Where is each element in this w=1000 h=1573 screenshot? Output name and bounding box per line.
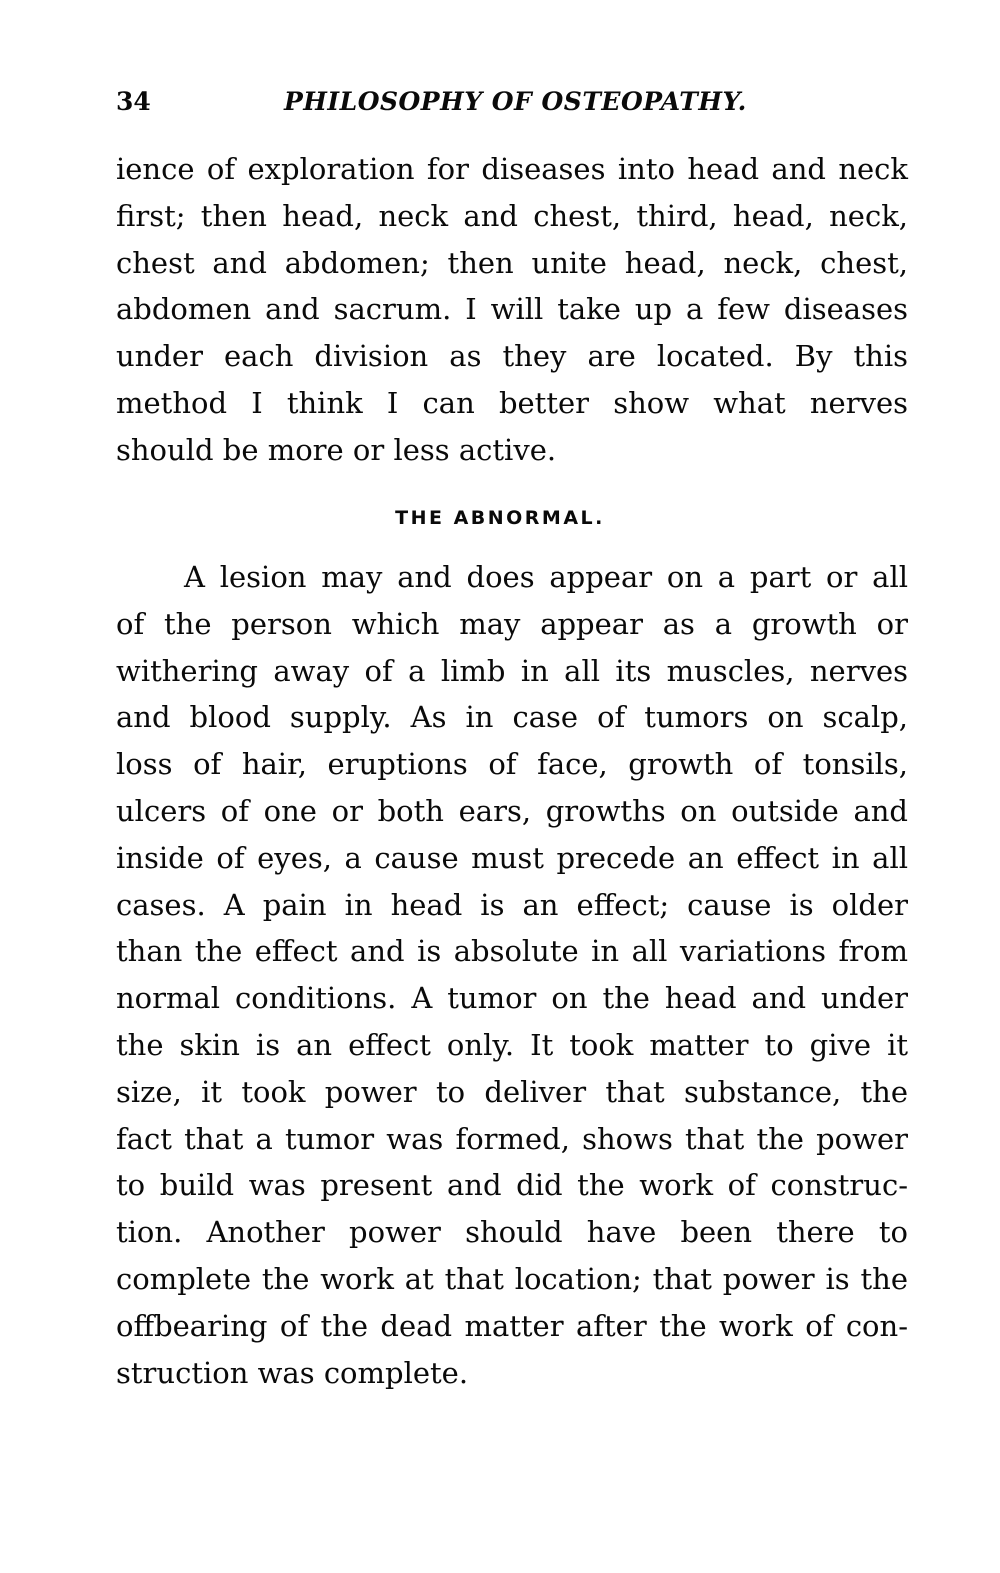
text-line: ulcers of one or both ears, growths on outside and <box>116 793 908 828</box>
text-line: abdomen and sacrum. I will take up a few diseases <box>116 292 908 327</box>
text-line: size, it took power to deliver that substance, the <box>116 1074 908 1109</box>
paragraph-abnormal <box>116 554 908 1396</box>
text-line: ience of exploration for diseases into head and neck <box>116 152 908 186</box>
text-line: method I think I can better show what nerves <box>116 385 908 420</box>
paragraph-intro <box>116 146 908 474</box>
text-line: normal conditions. A tumor on the head and under <box>116 981 908 1016</box>
text-line: fact that a tumor was formed, shows that the power <box>116 1121 908 1156</box>
page-number: 34 <box>116 87 151 116</box>
text-line: loss of hair, eruptions of face, growth of tonsils, <box>116 747 908 782</box>
text-line: complete the work at that location; that power is the <box>116 1261 908 1296</box>
text-line: than the effect and is absolute in all variations from <box>116 934 908 969</box>
text-line: A lesion may and does appear on a part or all <box>184 560 908 594</box>
text-line: offbearing of the dead matter after the work of con- <box>116 1308 908 1343</box>
section-heading: THE ABNORMAL. <box>395 507 605 529</box>
text-line: inside of eyes, a cause must precede an effect in all <box>116 840 908 875</box>
running-title: PHILOSOPHY OF OSTEOPATHY. <box>284 87 747 116</box>
text-line: should be more or less active. <box>116 432 557 467</box>
text-line: chest and abdomen; then unite head, neck, chest, <box>116 245 908 280</box>
text-line: of the person which may appear as a growth or <box>116 606 908 641</box>
text-line: to build was present and did the work of construc- <box>116 1168 908 1203</box>
text-line: first; then head, neck and chest, third, head, neck, <box>116 198 908 233</box>
text-line: the skin is an effect only. It took matter to give it <box>116 1027 908 1062</box>
running-head <box>116 82 906 122</box>
text-line: and blood supply. As in case of tumors on scalp, <box>116 700 908 735</box>
text-line: cases. A pain in head is an effect; cause is older <box>116 887 908 922</box>
text-line: under each division as they are located. By this <box>116 339 908 374</box>
text-line: tion. Another power should have been there to <box>116 1215 908 1250</box>
text-line: withering away of a limb in all its muscles, nerves <box>116 653 908 688</box>
text-line: struction was complete. <box>116 1355 469 1390</box>
